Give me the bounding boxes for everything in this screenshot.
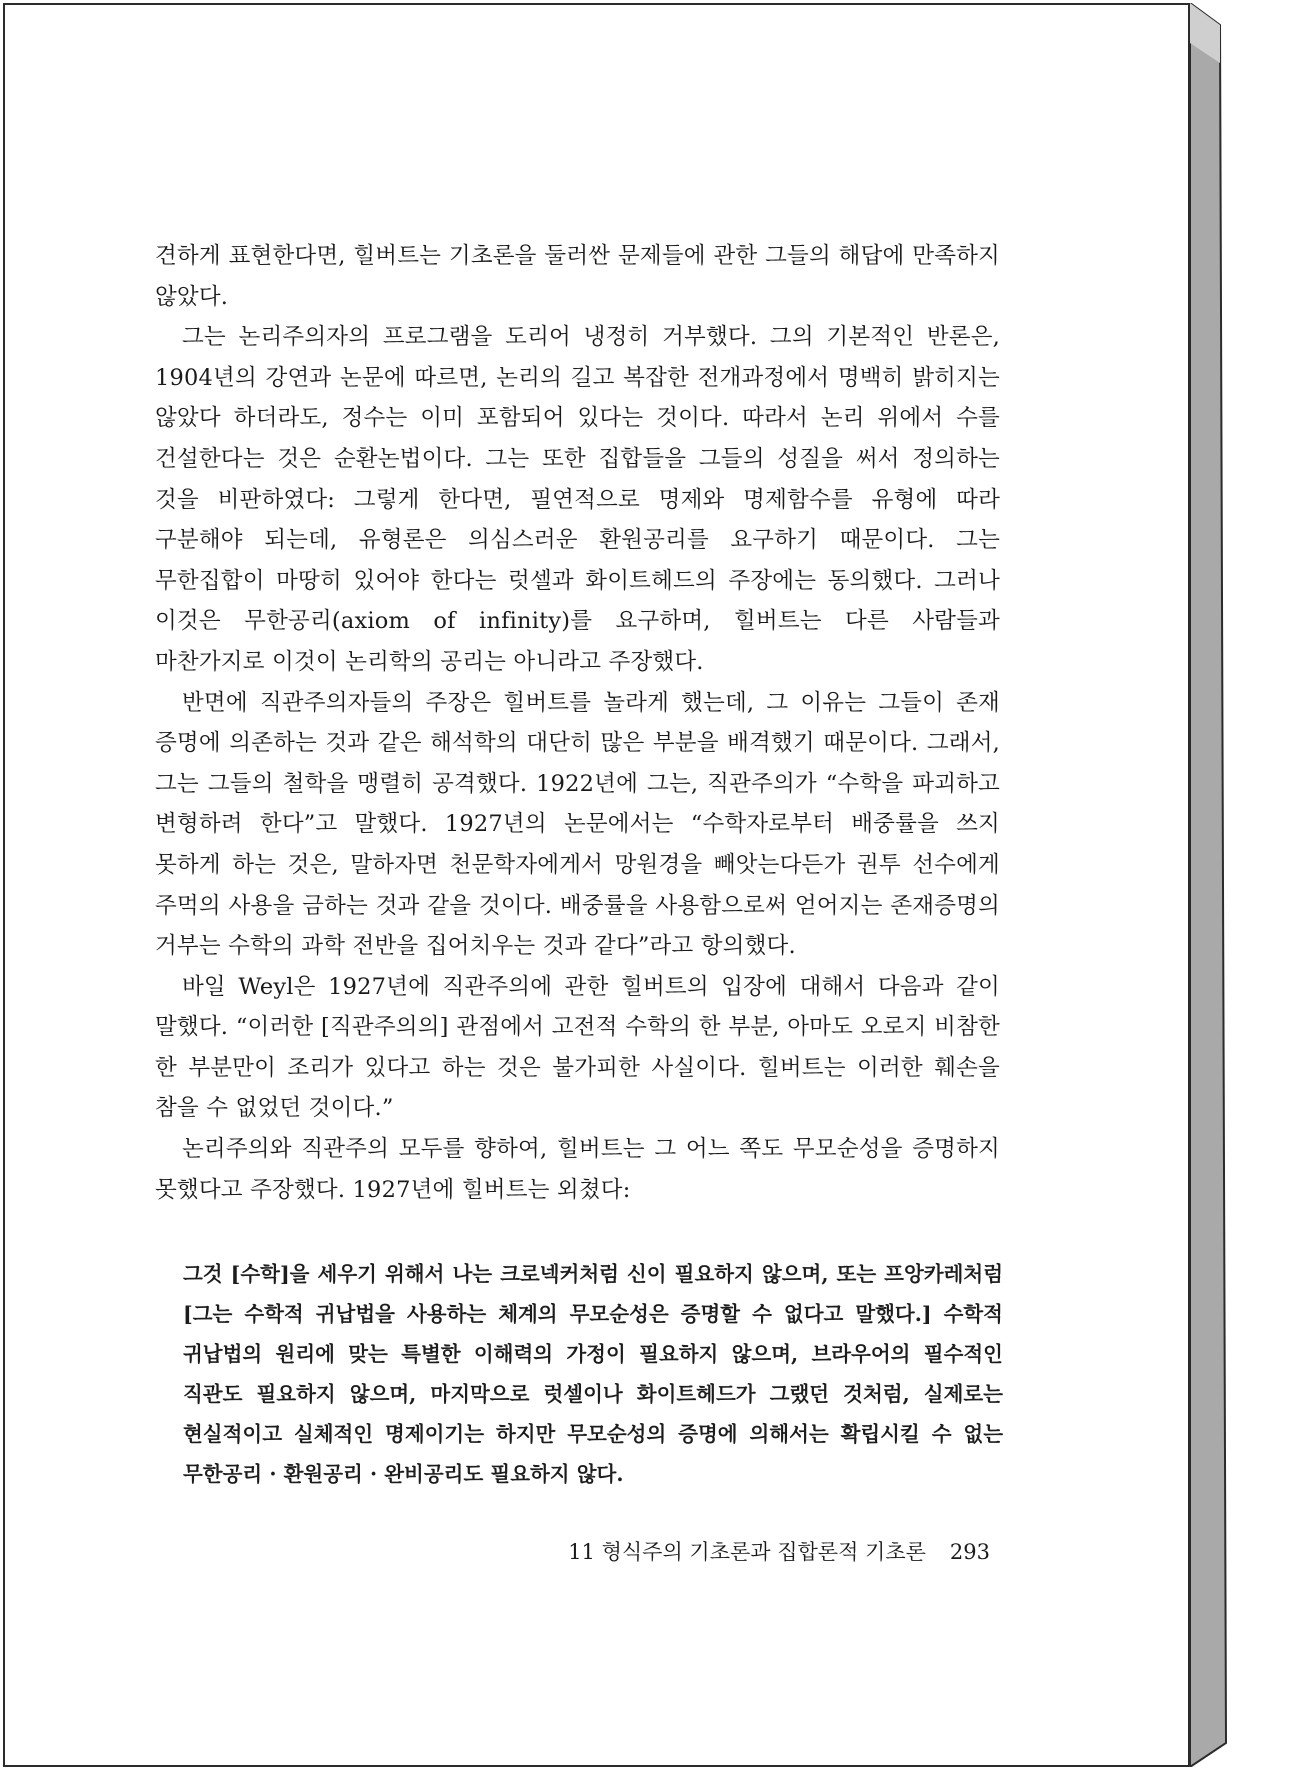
paragraph-1: 견하게 표현한다면, 힐버트는 기초론을 둘러싼 문제들에 관한 그들의 해답에 만족하지 않았다. [155, 243, 1000, 310]
page-body [155, 236, 1003, 1494]
page-edge-shadow [1190, 3, 1230, 1767]
paragraph-4: 바일 Weyl은 1927년에 직관주의에 관한 힐버트의 입장에 대해서 다음과 같이 말했다. “이러한 [직관주의의] 관점에서 고전적 수학의 한 부분, 아마도 오로지 비참한 한 부분만이 조리가 있다고 하는 것은 불가피한 사실이다. 힐버트는 이러한 훼손을 참을 수 없었던 것이다.” [155, 973, 1000, 1122]
page-footer [510, 1536, 990, 1566]
paragraph-5: 논리주의와 직관주의 모두를 향하여, 힐버트는 그 어느 쪽도 무모순성을 증명하지 못했다고 주장했다. 1927년에 힐버트는 외쳤다: [155, 1136, 1000, 1203]
paragraph-3: 반면에 직관주의자들의 주장은 힐버트를 놀라게 했는데, 그 이유는 그들이 존재 증명에 의존하는 것과 같은 해석학의 대단히 많은 부분을 배격했기 때문이다. 그래서, 그는 그들의 철학을 맹렬히 공격했다. 1922년에 그는, 직관주의가 “수학을 파괴하고 변형하려 한다”고 말했다. 1927년의 논문에서는 “수학자로부터 배중률을 쓰지 못하게 하는 것은, 말하자면 천문학자에게서 망원경을 빼앗는다든가 권투 선수에게 주먹의 사용을 금하는 것과 같을 것이다. 배중률을 사용함으로써 얻어지는 존재증명의 거부는 수학의 과학 전반을 집어치우는 것과 같다”라고 항의했다. [155, 689, 1000, 960]
chapter-title: 11 형식주의 기초론과 집합론적 기초론 [568, 1540, 926, 1564]
page-number: 293 [949, 1540, 990, 1564]
block-quote: 그것 [수학]을 세우기 위해서 나는 크로넥커처럼 신이 필요하지 않으며, 또는 프앙카레처럼 [그는 수학적 귀납법을 사용하는 체계의 무모순성은 증명할 수 없다고 말했다.] 수학적 귀납법의 원리에 맞는 특별한 이해력의 가정이 필요하지 않으며, 브라우어의 필수적인 직관도 필요하지 않으며, 마지막으로 럿셀이나 화이트헤드가 그랬던 것처럼, 실제로는 현실적이고 실체적인 명제이기는 하지만 무모순성의 증명에 의해서는 확립시킬 수 없는 무한공리 · 환원공리 · 완비공리도 필요하지 않다. [183, 1262, 1003, 1487]
paragraph-2: 그는 논리주의자의 프로그램을 도리어 냉정히 거부했다. 그의 기본적인 반론은, 1904년의 강연과 논문에 따르면, 논리의 길고 복잡한 전개과정에서 명백히 밝히지는 않았다 하더라도, 정수는 이미 포함되어 있다는 것이다. 따라서 논리 위에서 수를 건설한다는 것은 순환논법이다. 그는 또한 집합들을 그들의 성질을 써서 정의하는 것을 비판하였다: 그렇게 한다면, 필연적으로 명제와 명제함수를 유형에 따라 구분해야 되는데, 유형론은 의심스러운 환원공리를 요구하기 때문이다. 그는 무한집합이 마땅히 있어야 한다는 럿셀과 화이트헤드의 주장에는 동의했다. 그러나 이것은 무한공리(axiom of infinity)를 요구하며, 힐버트는 다른 사람들과 마찬가지로 이것이 논리학의 공리는 아니라고 주장했다. [155, 324, 1000, 675]
